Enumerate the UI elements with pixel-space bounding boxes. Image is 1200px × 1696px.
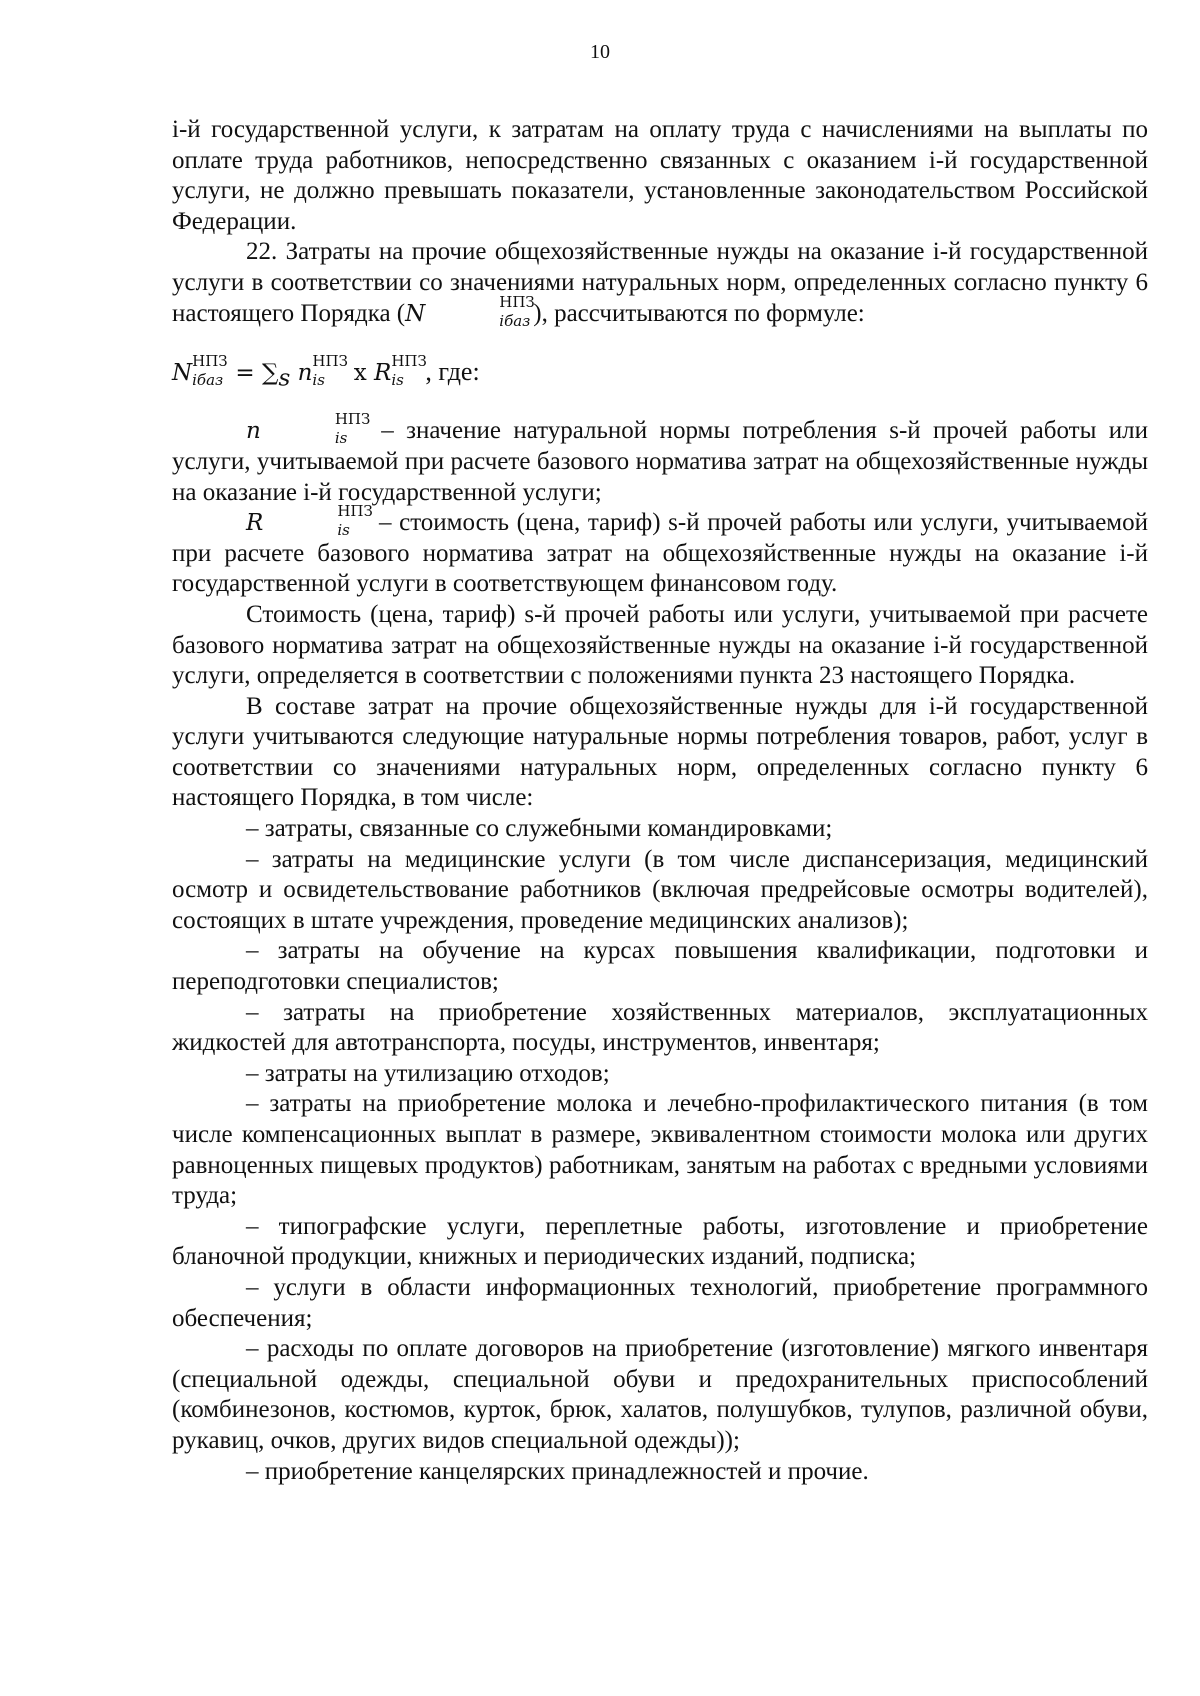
list-item: – затраты, связанные со служебными командировками; xyxy=(246,815,833,843)
paragraph-continuation: i-й государственной услуги, к затратам на оплату труда с начислениями на выплаты по оплате труда работников, непосредственно связанных с оказанием i-й государственной услуги, не должно превышать показатели, установленные законодательством Российской Федерации. xyxy=(172,116,1148,235)
formula-where: , где: xyxy=(425,357,480,387)
formula-times: x xyxy=(346,360,374,387)
list-item: – затраты на обучение на курсах повышения квалификации, подготовки и переподготовки специалистов; xyxy=(172,937,1148,996)
formula-r-term: R НПЗ is xyxy=(374,352,427,390)
list-item: – расходы по оплате договоров на приобретение (изготовление) мягкого инвентаря (специальной одежды, специальной обуви и предохранительных приспособлений (комбинезонов, костюмов, курток, брюк, халатов, полушубков, тулупов, различной обуви, рукавиц, очков, других видов специальной одежды)); xyxy=(172,1335,1148,1454)
inline-symbol-n-ibaz: N НПЗ iбаз xyxy=(405,292,535,330)
definition-n xyxy=(172,410,1148,508)
list-item: – затраты на утилизацию отходов; xyxy=(246,1059,610,1087)
paragraph-22-tail: ), рассчитываются по формуле: xyxy=(533,299,865,327)
formula xyxy=(172,352,1148,394)
list-item: – услуги в области информационных технологий, приобретение программного обеспечения; xyxy=(172,1273,1148,1332)
list-item: – затраты на медицинские услуги (в том числе диспансеризация, медицинский осмотр и освидетельствование работников (включая предрейсовые осмотры водителей), состоящих в штате учреждения, проведение медицинских анализов); xyxy=(172,845,1148,934)
definition-r-symbol: R НПЗ is xyxy=(246,502,373,540)
list-item: – типографские услуги, переплетные работы, изготовление и приобретение бланочной продукции, книжных и периодических изданий, подписка; xyxy=(172,1212,1148,1271)
paragraph-22 xyxy=(172,237,1148,329)
definition-r xyxy=(172,502,1148,600)
paragraph-cost: Стоимость (цена, тариф) s-й прочей работы или услуги, учитываемой при расчете базового норматива затрат на общехозяйственные нужды на оказание i-й государственной услуги, определяется в соответствии с положениями пункта 23 настоящего Порядка. xyxy=(172,600,1148,690)
sum-symbol: $\sum_s$ xyxy=(262,360,291,392)
formula-equals: = xyxy=(228,360,263,387)
definition-r-text: – стоимость (цена, тариф) s-й прочей работы или услуги, учитываемой при расчете базового норматива затрат на общехозяйственные нужды на оказание i-й государственной услуги в соответствующем финансовом году. xyxy=(172,509,1148,598)
definition-n-symbol: n НПЗ is xyxy=(246,410,371,448)
list-item: – затраты на приобретение молока и лечебно-профилактического питания (в том числе компенсационных выплат в размере, эквивалентном стоимости молока или других равноценных пищевых продуктов) работникам, занятым на работах с вредными условиями труда; xyxy=(172,1090,1148,1210)
list-item: – приобретение канцелярских принадлежностей и прочие. xyxy=(246,1457,869,1485)
document-body xyxy=(172,115,1148,1487)
definition-n-text: – значение натуральной нормы потребления s-й прочей работы или услуги, учитываемой при расчете базового норматива затрат на общехозяйственные нужды на оказание i-й государственной услуги; xyxy=(172,417,1148,506)
page-number: 10 xyxy=(590,41,610,63)
paragraph-composition: В составе затрат на прочие общехозяйственные нужды для i-й государственной услуги учитываются следующие натуральные нормы потребления товаров, работ, услуг в соответствии со значениями натуральных норм, определенных согласно пункту 6 настоящего Порядка, в том числе: xyxy=(172,692,1148,812)
list-item: – затраты на приобретение хозяйственных материалов, эксплуатационных жидкостей для автотранспорта, посуды, инструментов, инвентаря; xyxy=(172,998,1148,1057)
formula-n-term: n НПЗ is xyxy=(297,352,348,390)
formula-lhs: N НПЗ iбаз xyxy=(172,352,228,390)
paragraph-22-text: 22. Затраты на прочие общехозяйственные нужды на оказание i-й государственной услуги в соответствии со значениями натуральных норм, определенных согласно пункту 6 настоящего Порядка ( xyxy=(172,238,1148,327)
